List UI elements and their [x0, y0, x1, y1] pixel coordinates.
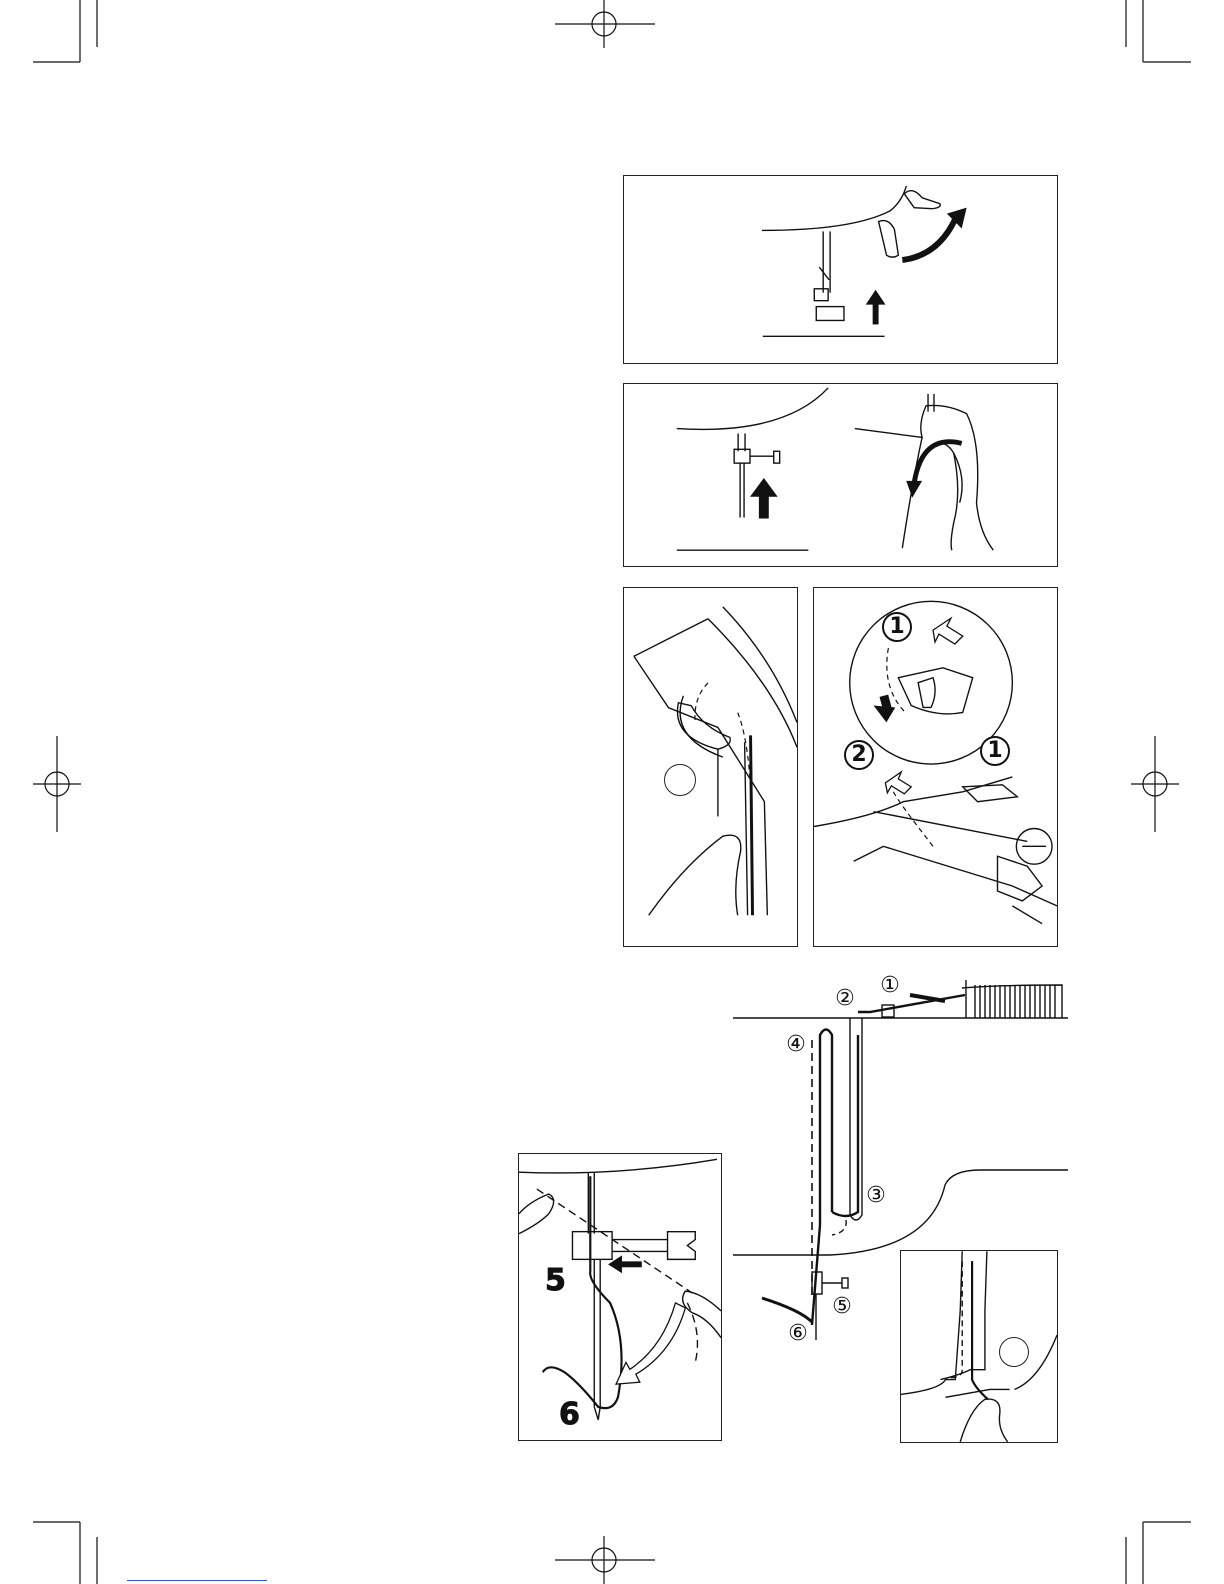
step-label-1-top: 1	[882, 612, 912, 642]
panel-thread-guide-inset	[900, 1250, 1058, 1443]
step-label-2: 2	[844, 740, 874, 770]
step-label-1-lower: 1	[980, 736, 1010, 766]
path-step-6: ⑥	[788, 1321, 808, 1346]
path-step-5: ⑤	[832, 1294, 852, 1319]
path-step-3: ③	[866, 1183, 886, 1208]
path-step-2: ②	[835, 986, 855, 1011]
thread-guide-inset-illustration	[901, 1251, 1057, 1442]
curved-hint-arrow-icon	[616, 1303, 685, 1384]
callout-circle	[999, 1337, 1029, 1367]
panel-needle-threading-inset	[518, 1153, 722, 1441]
path-step-1: ①	[880, 973, 900, 998]
inset-step-6: 6	[559, 1397, 580, 1432]
left-arrow-icon	[608, 1255, 642, 1273]
footer-link-underline	[127, 1580, 267, 1581]
inset-step-5: 5	[545, 1263, 566, 1298]
path-step-4: ④	[786, 1032, 806, 1057]
